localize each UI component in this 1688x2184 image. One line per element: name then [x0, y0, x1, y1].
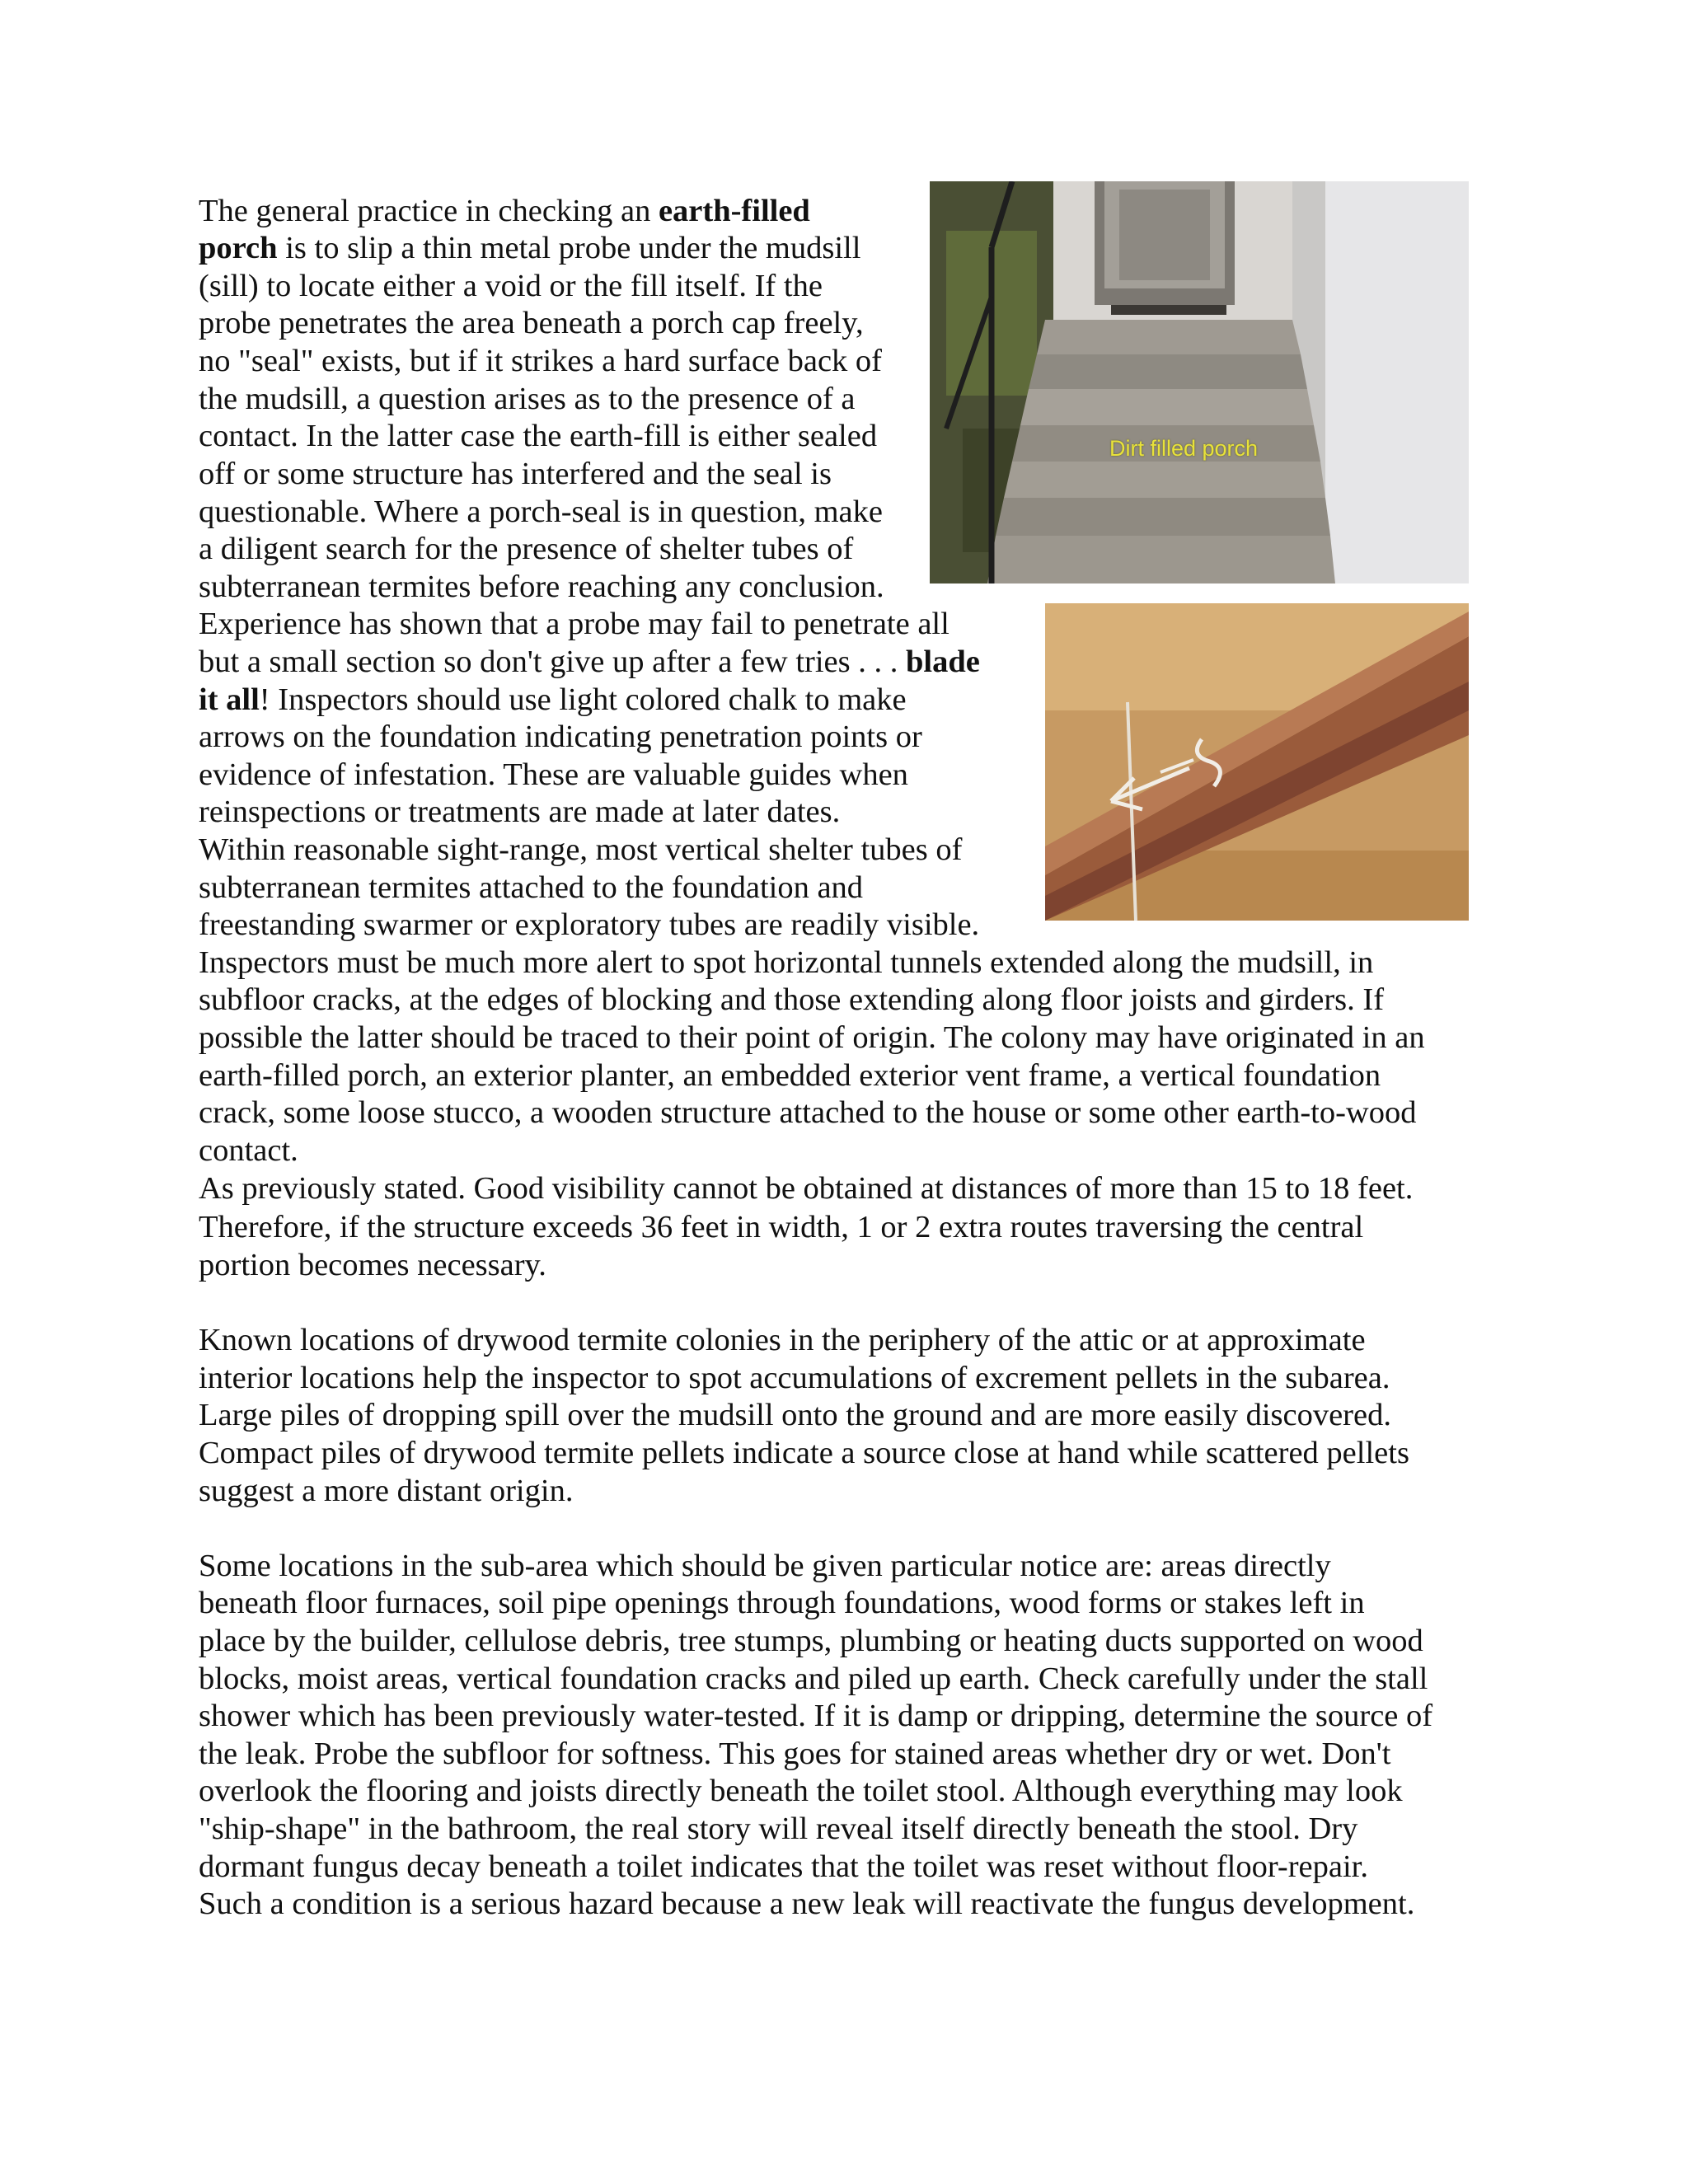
text-line-27: As previously stated. Good visibility cannot be obtained at distances of more than 15 to 18 feet. [199, 1171, 1414, 1206]
text-line-33: Compact piles of drywood termite pellets indicate a source close at hand while scattered pellets [199, 1436, 1409, 1470]
porch-photo-caption: Dirt filled porch [1109, 436, 1259, 461]
text-line-43: dormant fungus decay beneath a toilet indicates that the toilet was reset without floor-repair. [199, 1849, 1368, 1884]
text-line-06: the mudsill, a question arises as to the presence of a [199, 382, 856, 416]
text-line-38: blocks, moist areas, vertical foundation cracks and piled up earth. Check carefully under the stall [199, 1661, 1428, 1696]
text-line-39: shower which has been previously water-tested. If it is damp or dripping, determine the source of [199, 1699, 1433, 1733]
text-line-17: reinspections or treatments are made at later dates. [199, 794, 841, 829]
text-line-19: subterranean termites attached to the foundation and [199, 870, 864, 905]
text-line-01: The general practice in checking an earth-filled [199, 194, 810, 228]
text-line-18: Within reasonable sight-range, most vertical shelter tubes of [199, 832, 963, 867]
text-line-11: subterranean termites before reaching any conclusion. [199, 569, 884, 604]
text-line-24: earth-filled porch, an exterior planter, an embedded exterior vent frame, a vertical foundation [199, 1058, 1381, 1093]
text-line-02: porch is to slip a thin metal probe under the mudsill [199, 231, 861, 265]
text-line-26: contact. [199, 1133, 298, 1168]
text-line-44: Such a condition is a serious hazard because a new leak will reactivate the fungus development. [199, 1886, 1415, 1921]
text-line-41: overlook the flooring and joists directly beneath the toilet stool. Although everything may look [199, 1774, 1403, 1808]
text-line-35: Some locations in the sub-area which should be given particular notice are: areas directly [199, 1549, 1331, 1583]
text-line-20: freestanding swarmer or exploratory tubes are readily visible. [199, 907, 980, 942]
text-line-34: suggest a more distant origin. [199, 1474, 574, 1508]
text-line-14: it all! Inspectors should use light colored chalk to make [199, 682, 907, 717]
chalk-arrow-illustration [1045, 603, 1469, 921]
text-line-04: probe penetrates the area beneath a porch cap freely, [199, 306, 864, 340]
text-line-12: Experience has shown that a probe may fail to penetrate all [199, 607, 950, 641]
text-line-07: contact. In the latter case the earth-fill is either sealed [199, 419, 878, 453]
text-line-25: crack, some loose stucco, a wooden structure attached to the house or some other earth-to-wood [199, 1095, 1417, 1130]
chalk-arrow-photo [1045, 603, 1469, 921]
text-line-36: beneath floor furnaces, soil pipe openings through foundations, wood forms or stakes left in [199, 1586, 1365, 1620]
text-line-23: possible the latter should be traced to their point of origin. The colony may have originated in an [199, 1020, 1425, 1055]
text-line-22: subfloor cracks, at the edges of blocking and those extending along floor joists and girders. If [199, 982, 1385, 1017]
text-line-15: arrows on the foundation indicating penetration points or [199, 719, 922, 754]
text-line-42: "ship-shape" in the bathroom, the real story will reveal itself directly beneath the stool. Dry [199, 1811, 1358, 1846]
text-line-37: place by the builder, cellulose debris, tree stumps, plumbing or heating ducts supported on wood [199, 1624, 1423, 1658]
text-line-08: off or some structure has interfered and the seal is [199, 457, 832, 491]
text-line-10: a diligent search for the presence of shelter tubes of [199, 532, 854, 566]
text-line-05: no "seal" exists, but if it strikes a hard surface back of [199, 344, 882, 378]
text-line-28: Therefore, if the structure exceeds 36 feet in width, 1 or 2 extra routes traversing the central [199, 1210, 1364, 1244]
text-line-30: Known locations of drywood termite colonies in the periphery of the attic or at approximate [199, 1323, 1366, 1357]
text-line-09: questionable. Where a porch-seal is in question, make [199, 494, 883, 529]
porch-photo-illustration [930, 181, 1469, 583]
porch-photo [930, 181, 1469, 583]
text-line-16: evidence of infestation. These are valuable guides when [199, 757, 908, 792]
text-line-13: but a small section so don't give up after a few tries . . . blade [199, 644, 980, 679]
text-line-31: interior locations help the inspector to spot accumulations of excrement pellets in the subarea. [199, 1361, 1390, 1395]
text-line-29: portion becomes necessary. [199, 1248, 546, 1282]
text-line-21: Inspectors must be much more alert to spot horizontal tunnels extended along the mudsill, in [199, 945, 1374, 980]
text-line-40: the leak. Probe the subfloor for softness. This goes for stained areas whether dry or wet. Don't [199, 1736, 1391, 1771]
text-line-03: (sill) to locate either a void or the fill itself. If the [199, 269, 823, 303]
text-line-32: Large piles of dropping spill over the mudsill onto the ground and are more easily discovered. [199, 1398, 1391, 1432]
